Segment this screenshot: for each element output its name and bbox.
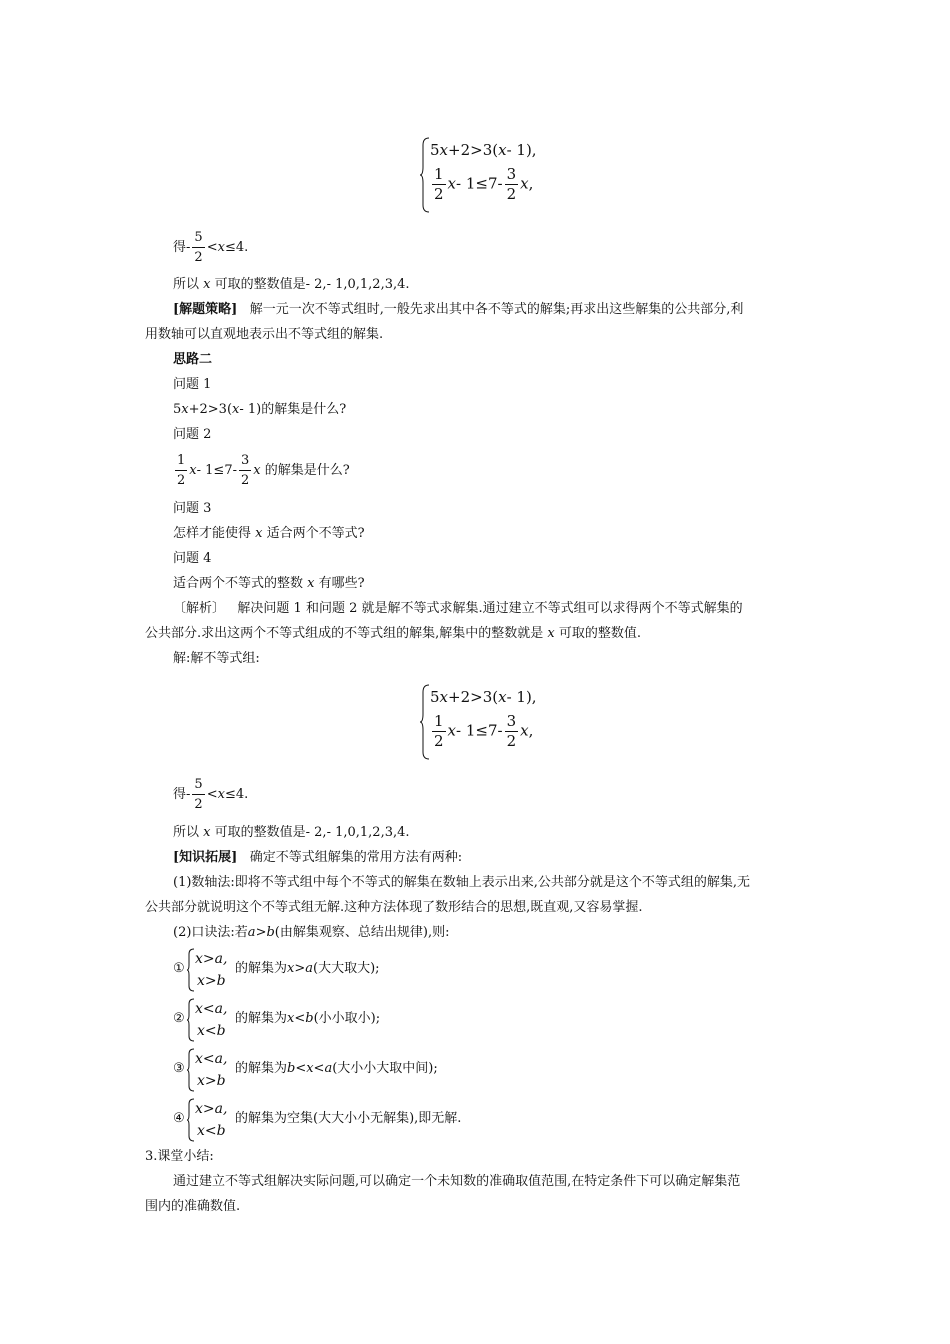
rule-1-inequality-2: x>b — [197, 973, 226, 989]
question-2-text: $\frac{1}{2}$ x- 1≤7- $\frac{3}{2}$ x 的解集是什么? — [177, 453, 350, 488]
rule-3-inequality-2: x>b — [197, 1073, 226, 1089]
summary-title: 3.课堂小结: — [145, 1149, 214, 1164]
rule-4-marker: ④ — [173, 1111, 185, 1126]
rule-2-desc: 的解集为x<b(小小取小); — [235, 1011, 381, 1026]
system-1-equation-1: 5x+2>3(x- 1), — [430, 141, 537, 159]
question-1-text: 5x+2>3(x- 1)的解集是什么? — [173, 402, 347, 417]
rule-3-inequality-1: x<a, — [195, 1051, 228, 1067]
solve-line: 解:解不等式组: — [173, 651, 260, 666]
question-2-label: 问题 2 — [173, 427, 212, 442]
left-brace-icon — [187, 1098, 195, 1142]
analysis-line-2: 公共部分.求出这两个不等式组成的不等式组的解集,解集中的整数就是 x 可取的整数值. — [145, 626, 642, 641]
system-2-equation-1: 5x+2>3(x- 1), — [430, 688, 537, 706]
question-3-label: 问题 3 — [173, 501, 212, 516]
result-line-2: 得- $\frac{5}{2}$ <x≤4. — [173, 777, 249, 812]
rule-4-inequality-2: x<b — [197, 1123, 226, 1139]
summary-line-2: 围内的准确数值. — [145, 1199, 241, 1214]
rule-4-desc: 的解集为空集(大大小小无解集),即无解. — [235, 1111, 462, 1126]
method-1-line-2: 公共部分就说明这个不等式组无解.这种方法体现了数形结合的思想,既直观,又容易掌握. — [145, 900, 643, 915]
integer-values-line-2: 所以 x 可取的整数值是- 2,- 1,0,1,2,3,4. — [173, 825, 410, 840]
rule-2-inequality-1: x<a, — [195, 1001, 228, 1017]
summary-line-1: 通过建立不等式组解决实际问题,可以确定一个未知数的准确取值范围,在特定条件下可以确定解集范 — [173, 1174, 741, 1189]
question-4-text: 适合两个不等式的整数 x 有哪些? — [173, 576, 365, 591]
system-2-equation-2: $\frac{1}{2}$ x- 1≤7- $\frac{3}{2}$ x, — [434, 712, 534, 750]
question-3-text: 怎样才能使得 x 适合两个不等式? — [173, 526, 365, 541]
rule-1-desc: 的解集为x>a(大大取大); — [235, 961, 380, 976]
method-2-line: (2)口诀法:若a>b(由解集观察、总结出规律),则: — [173, 925, 450, 940]
strategy-line-1: [解题策略] 解一元一次不等式组时,一般先求出其中各不等式的解集;再求出这些解集的公共部分,利 — [173, 302, 744, 317]
integer-values-line-1: 所以 x 可取的整数值是- 2,- 1,0,1,2,3,4. — [173, 277, 410, 292]
approach-two-heading: 思路二 — [173, 352, 213, 367]
question-4-label: 问题 4 — [173, 551, 212, 566]
left-brace-icon — [420, 684, 430, 760]
left-brace-icon — [187, 948, 195, 992]
inequality-system-1 — [420, 137, 580, 213]
question-1-label: 问题 1 — [173, 377, 212, 392]
rule-2-inequality-2: x<b — [197, 1023, 226, 1039]
knowledge-line: [知识拓展] 确定不等式组解集的常用方法有两种: — [173, 850, 463, 865]
left-brace-icon — [420, 137, 430, 213]
rule-1-marker: ① — [173, 961, 185, 976]
result-line-1: 得- $\frac{5}{2}$ <x≤4. — [173, 230, 249, 265]
left-brace-icon — [187, 1048, 195, 1092]
rule-1-inequality-1: x>a, — [195, 951, 228, 967]
strategy-line-2: 用数轴可以直观地表示出不等式组的解集. — [145, 327, 384, 342]
method-1-line-1: (1)数轴法:即将不等式组中每个不等式的解集在数轴上表示出来,公共部分就是这个不等式组的解集,无 — [173, 875, 751, 890]
rule-3-marker: ③ — [173, 1061, 185, 1076]
rule-4-inequality-1: x>a, — [195, 1101, 228, 1117]
rule-2-marker: ② — [173, 1011, 185, 1026]
analysis-line-1: 〔解析〕 解决问题 1 和问题 2 就是解不等式求解集.通过建立不等式组可以求得两个不等式解集的 — [173, 601, 743, 616]
left-brace-icon — [187, 998, 195, 1042]
rule-3-desc: 的解集为b<x<a(大小小大取中间); — [235, 1061, 438, 1076]
system-1-equation-2: $\frac{1}{2}$ x- 1≤7- $\frac{3}{2}$ x, — [434, 165, 534, 203]
inequality-system-2 — [420, 684, 580, 760]
